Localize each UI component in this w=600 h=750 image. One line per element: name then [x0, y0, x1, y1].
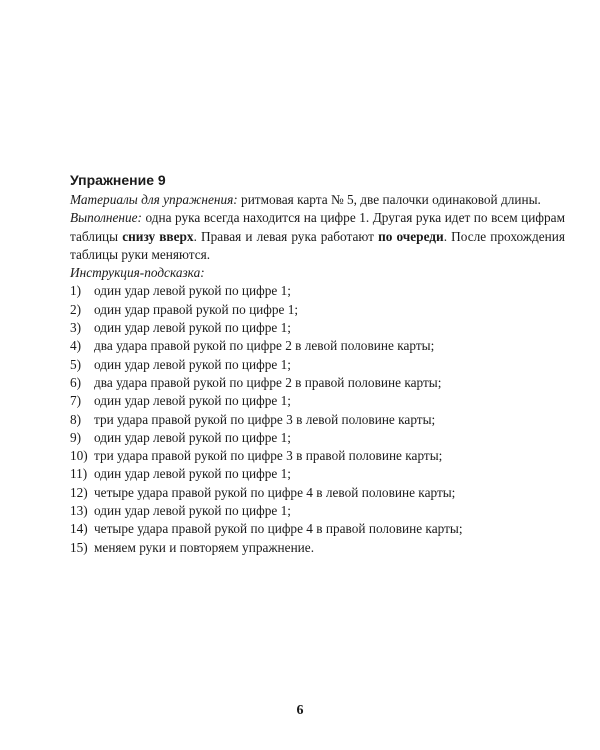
execution-text-3: . После прохождения таблицы руки меняются.: [70, 228, 565, 262]
step-number: 13): [70, 503, 88, 519]
exercise-title: Упражнение 9: [70, 172, 166, 188]
step-text: три удара правой рукой по цифре 3 в левой половине карты;: [94, 411, 436, 427]
step-text: два удара правой рукой по цифре 2 в левой половине карты;: [94, 338, 435, 354]
execution-emphasis-2: по очереди: [378, 228, 444, 244]
step-number: 4): [70, 338, 82, 354]
execution-emphasis-1: снизу вверх: [122, 228, 194, 244]
step-text: один удар левой рукой по цифре 1;: [94, 356, 291, 372]
hint-label: Инструкция-подсказка:: [70, 265, 205, 281]
materials-label: Материалы для упражнения:: [70, 192, 238, 207]
list-item: [70, 411, 565, 429]
list-item: [70, 337, 565, 355]
step-number: 11): [70, 466, 88, 482]
execution-label: Выполнение:: [70, 210, 142, 226]
step-number: 3): [70, 320, 82, 336]
step-text: один удар левой рукой по цифре 1;: [94, 429, 291, 445]
execution-paragraph: [70, 209, 565, 264]
step-text: два удара правой рукой по цифре 2 в правой половине карты;: [94, 374, 442, 390]
exercise-block: [70, 170, 565, 557]
step-number: 1): [70, 283, 82, 299]
list-item: [70, 429, 565, 447]
step-text: четыре удара правой рукой по цифре 4 в правой половине карты;: [94, 521, 463, 537]
step-number: 6): [70, 374, 82, 390]
step-text: один удар левой рукой по цифре 1;: [94, 466, 291, 482]
execution-text-2: . Правая и левая рука работают: [193, 228, 379, 244]
list-item: [70, 502, 565, 520]
list-item: [70, 319, 565, 337]
execution-text-1: одна рука всегда находится на цифре 1. Другая рука идет по всем цифрам таблицы: [70, 210, 565, 244]
steps-list: [70, 282, 565, 556]
page-number: 6: [296, 703, 304, 718]
list-item: [70, 301, 565, 319]
list-item: [70, 282, 565, 300]
step-number: 2): [70, 301, 82, 317]
step-text: один удар левой рукой по цифре 1;: [94, 503, 291, 519]
step-text: четыре удара правой рукой по цифре 4 в левой половине карты;: [94, 484, 456, 500]
step-text: один удар левой рукой по цифре 1;: [94, 393, 291, 409]
materials-paragraph: [70, 191, 565, 209]
step-number: 14): [70, 521, 88, 537]
step-text: один удар левой рукой по цифре 1;: [94, 320, 291, 336]
step-number: 5): [70, 356, 82, 372]
list-item: [70, 374, 565, 392]
list-item: [70, 447, 565, 465]
step-number: 10): [70, 448, 88, 464]
step-number: 15): [70, 539, 88, 555]
list-item: [70, 465, 565, 483]
list-item: [70, 356, 565, 374]
step-number: 12): [70, 484, 88, 500]
list-item: [70, 520, 565, 538]
list-item: [70, 484, 565, 502]
step-text: три удара правой рукой по цифре 3 в правой половине карты;: [94, 448, 443, 464]
step-number: 8): [70, 411, 82, 427]
list-item: [70, 392, 565, 410]
step-text: меняем руки и повторяем упражнение.: [94, 539, 315, 555]
step-text: один удар правой рукой по цифре 1;: [94, 301, 299, 317]
step-text: один удар левой рукой по цифре 1;: [94, 283, 291, 299]
step-number: 7): [70, 393, 82, 409]
step-number: 9): [70, 429, 82, 445]
list-item: [70, 539, 565, 557]
materials-text: ритмовая карта № 5, две палочки одинаковой длины.: [237, 192, 541, 207]
